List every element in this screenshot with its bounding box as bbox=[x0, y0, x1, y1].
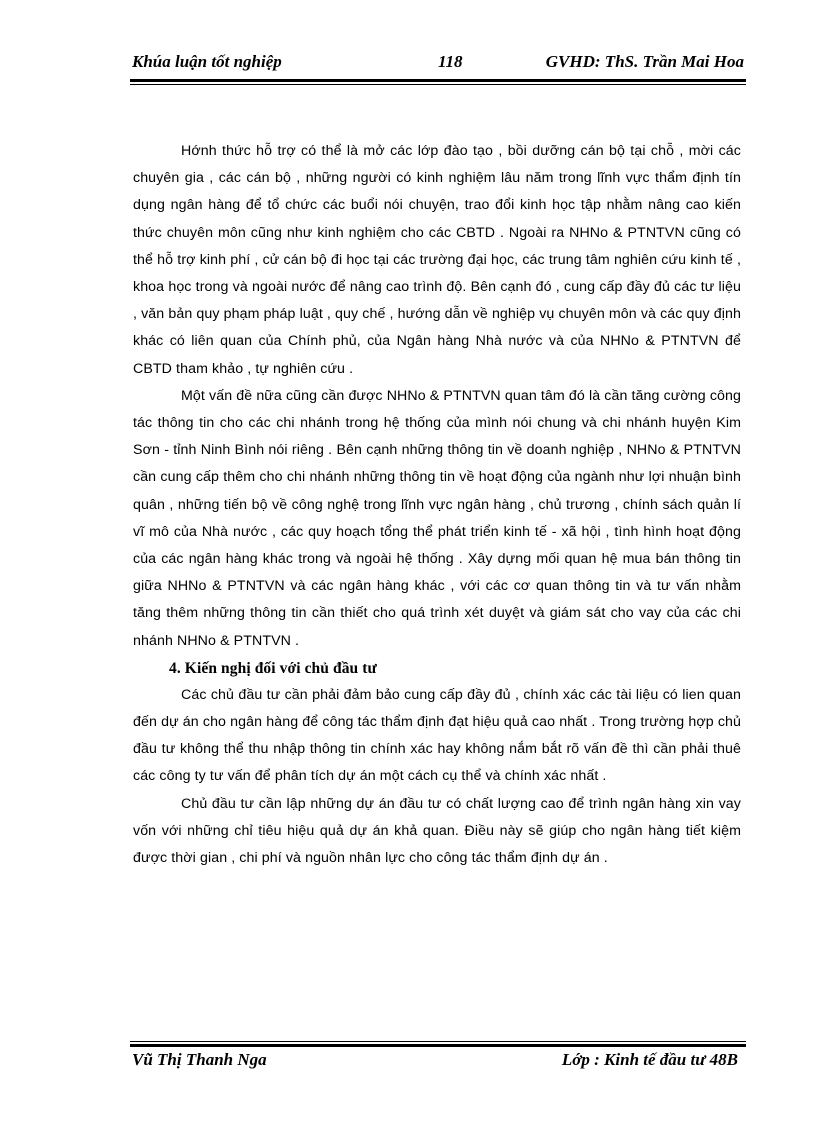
page-footer bbox=[130, 1050, 746, 1076]
footer-class: Lớp : Kinh tế đầu tư 48B bbox=[561, 1050, 738, 1069]
footer-divider bbox=[130, 1041, 746, 1047]
body-paragraph-2: Một vấn đề nữa cũng cần được NHNo & PTNTVN quan tâm đó là cần tăng cường công tác thông tin cho các chi nhánh trong hệ thống của mình nói chung và chi nhánh huyện Kim Sơn - tỉnh Ninh Bình nói riêng . Bên cạnh những thông tin về doanh nghiệp , NHNo & PTNTVN cần cung cấp thêm cho chi nhánh những thông tin về hoạt động của ngành như lợi nhuận bình quân , những tiến bộ về công nghệ trong lĩnh vực ngân hàng , chủ trương , chính sách quản lí vĩ mô của Nhà nước , các quy hoạch tổng thể phát triển kinh tế - xã hội , tình hình hoạt động của các ngân hàng khác trong và ngoài hệ thống . Xây dựng mối quan hệ mua bán thông tin giữa NHNo & PTNTVN và các ngân hàng khác , với các cơ quan thông tin và tư vấn nhằm tăng thêm những thông tin cần thiết cho quá trình xét duyệt và giám sát cho vay của các chi nhánh NHNo & PTNTVN . bbox=[133, 387, 741, 649]
section-heading: 4. Kiến nghị đối với chủ đầu tư bbox=[169, 659, 377, 677]
body-paragraph-3: Các chủ đầu tư cần phải đảm bảo cung cấp đầy đủ , chính xác các tài liệu có lien quan đến dự án cho ngân hàng để công tác thẩm định đạt hiệu quả cao nhất . Trong trường hợp chủ đầu tư không thể thu nhập thông tin chính xác hay không nắm bắt rõ vấn đề thì cần phải thuê các công ty tư vấn để phân tích dự án một cách cụ thể và chính xác nhất . bbox=[133, 686, 741, 785]
header-thesis-title: Khúa luận tốt nghiệp bbox=[132, 52, 282, 71]
footer-author: Vũ Thị Thanh Nga bbox=[132, 1050, 267, 1069]
body-paragraph-1: Hớnh thức hỗ trợ có thể là mở các lớp đào tạo , bồi dưỡng cán bộ tại chỗ , mời các chuyên gia , các cán bộ , những người có kinh nghiệm lâu năm trong lĩnh vực thẩm định tín dụng ngân hàng để tổ chức các buổi nói chuyện, trao đổi kinh học tập nhằm nâng cao kiến thức chuyên môn cũng như kinh nghiệm cho các CBTD . Ngoài ra NHNo & PTNTVN cũng có thể hỗ trợ kinh phí , cử cán bộ đi học tại các trường đại học, các trung tâm nghiên cứu kinh tế , khoa học trong và ngoài nước để nâng cao trình độ. Bên cạnh đó , cung cấp đầy đủ các tư liệu , văn bản quy phạm pháp luật , quy chế , hướng dẫn về nghiệp vụ chuyên môn và các quy định khác có liên quan của Chính phủ, của Ngân hàng Nhà nước và của NHNo & PTNTVN để CBTD tham khảo , tự nghiên cứu . bbox=[133, 143, 741, 377]
page-header bbox=[130, 52, 746, 78]
page-number: 118 bbox=[438, 52, 463, 71]
body-paragraph-4: Chủ đầu tư cần lập những dự án đầu tư có chất lượng cao để trình ngân hàng xin vay vốn với những chỉ tiêu hiệu quả dự án khả quan. Điều này sẽ giúp cho ngân hàng tiết kiệm được thời gian , chi phí và nguồn nhân lực cho công tác thẩm định dự án . bbox=[133, 795, 741, 867]
header-divider bbox=[130, 79, 746, 85]
page-body bbox=[133, 138, 741, 872]
header-supervisor: GVHD: ThS. Trần Mai Hoa bbox=[545, 52, 744, 71]
